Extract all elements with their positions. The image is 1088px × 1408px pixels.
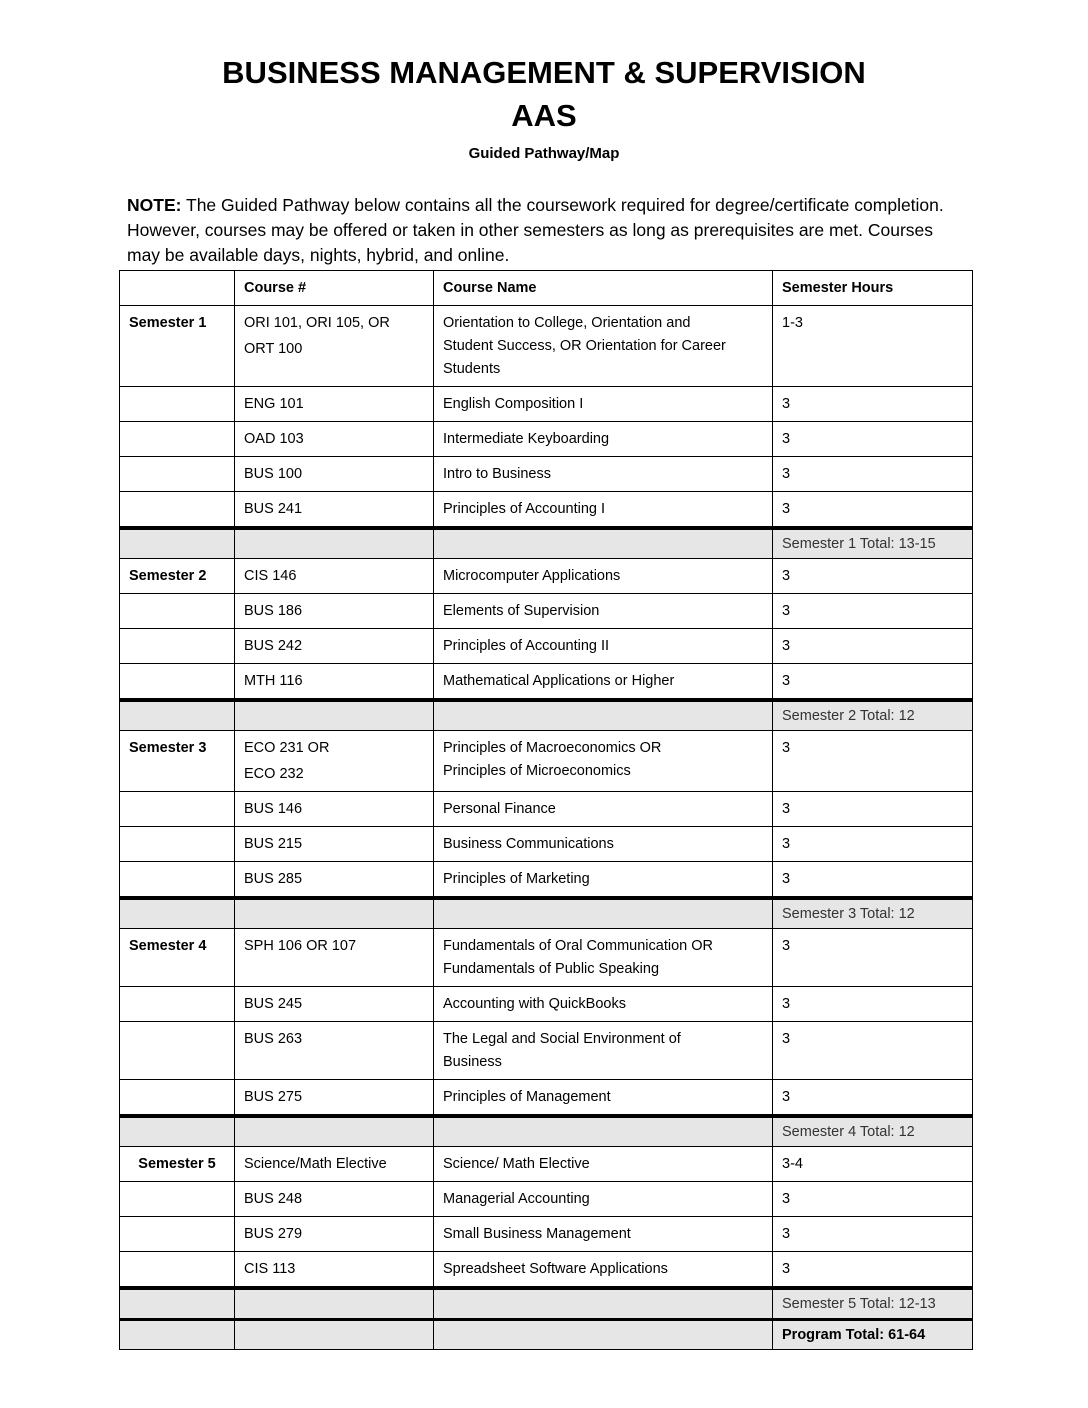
semester-label-cell: Semester 4 — [120, 929, 235, 987]
cell-line: Students — [443, 361, 501, 377]
course-row — [120, 1217, 973, 1252]
cell-line: Principles of Microeconomics — [443, 763, 631, 779]
cell-line: BUS 263 — [244, 1031, 303, 1047]
semester-hours-cell: 3 — [773, 792, 973, 827]
semester-label-cell — [120, 1080, 235, 1117]
course-number-cell — [235, 1147, 434, 1182]
course-row — [120, 1182, 973, 1217]
cell-line: BUS 242 — [244, 638, 303, 654]
course-row — [120, 1022, 973, 1080]
semester-label-cell: Semester 3 — [120, 731, 235, 792]
semester-total-cell: Semester 1 Total: 13-15 — [773, 528, 973, 559]
cell-line: BUS 215 — [244, 836, 303, 852]
course-number-cell — [235, 1080, 434, 1117]
course-row — [120, 987, 973, 1022]
degree-title: AAS — [511, 98, 577, 133]
empty-cell — [235, 1288, 434, 1320]
semester-label-cell: Semester 5 — [120, 1147, 235, 1182]
cell-line: BUS 100 — [244, 466, 303, 482]
cell-line: Principles of Management — [443, 1089, 611, 1105]
cell-line: Principles of Accounting II — [443, 638, 610, 654]
pathway-table — [119, 270, 973, 1350]
course-name-cell — [434, 492, 773, 529]
course-row — [120, 594, 973, 629]
header-cell-semester — [120, 271, 235, 306]
empty-cell — [120, 898, 235, 929]
note-label: NOTE: — [127, 195, 182, 215]
program-total-cell: Program Total: 61-64 — [773, 1320, 973, 1350]
course-row — [120, 792, 973, 827]
semester-total-row — [120, 1116, 973, 1147]
course-number-cell — [235, 792, 434, 827]
course-number-cell — [235, 306, 434, 387]
subtitle: Guided Pathway/Map — [468, 145, 620, 162]
cell-line: Microcomputer Applications — [443, 568, 621, 584]
empty-cell — [235, 898, 434, 929]
course-number-cell — [235, 422, 434, 457]
cell-line: OAD 103 — [244, 431, 304, 447]
empty-cell — [120, 1320, 235, 1350]
empty-cell — [434, 1288, 773, 1320]
cell-line: Business — [443, 1054, 502, 1070]
cell-line: BUS 279 — [244, 1226, 303, 1242]
semester-label-cell: Semester 2 — [120, 559, 235, 594]
cell-line: Elements of Supervision — [443, 603, 600, 619]
semester-total-cell: Semester 5 Total: 12-13 — [773, 1288, 973, 1320]
semester-label-cell — [120, 457, 235, 492]
cell-line: BUS 241 — [244, 501, 303, 517]
program-title: BUSINESS MANAGEMENT & SUPERVISION — [222, 55, 866, 90]
semester-hours-cell: 3 — [773, 1217, 973, 1252]
course-name-cell — [434, 387, 773, 422]
course-name-cell — [434, 987, 773, 1022]
cell-line: CIS 146 — [244, 568, 297, 584]
empty-cell — [120, 528, 235, 559]
semester-hours-cell: 3 — [773, 987, 973, 1022]
empty-cell — [120, 1116, 235, 1147]
semester-hours-cell: 3 — [773, 664, 973, 701]
semester-label-cell — [120, 792, 235, 827]
cell-line: Student Success, OR Orientation for Career — [443, 338, 726, 354]
semester-hours-cell: 3 — [773, 629, 973, 664]
semester-total-cell: Semester 4 Total: 12 — [773, 1116, 973, 1147]
cell-line: English Composition I — [443, 396, 584, 412]
cell-line: ENG 101 — [244, 396, 304, 412]
semester-hours-cell: 3 — [773, 387, 973, 422]
cell-line: BUS 186 — [244, 603, 303, 619]
cell-line: Orientation to College, Orientation and — [443, 315, 691, 331]
cell-line: Principles of Marketing — [443, 871, 590, 887]
course-number-cell — [235, 1182, 434, 1217]
semester-label-cell — [120, 1022, 235, 1080]
empty-cell — [120, 1288, 235, 1320]
semester-hours-cell: 3 — [773, 731, 973, 792]
cell-line: MTH 116 — [244, 673, 303, 689]
course-number-cell — [235, 559, 434, 594]
semester-hours-cell: 3 — [773, 929, 973, 987]
empty-cell — [120, 700, 235, 731]
semester-total-cell: Semester 3 Total: 12 — [773, 898, 973, 929]
cell-line: SPH 106 OR 107 — [244, 938, 357, 954]
semester-label-cell — [120, 862, 235, 899]
cell-line: Intro to Business — [443, 466, 551, 482]
semester-hours-cell: 3-4 — [773, 1147, 973, 1182]
empty-cell — [434, 700, 773, 731]
cell-line: Intermediate Keyboarding — [443, 431, 610, 447]
semester-hours-cell: 3 — [773, 1080, 973, 1117]
course-number-cell — [235, 1252, 434, 1289]
course-row — [120, 664, 973, 701]
course-name-cell — [434, 827, 773, 862]
course-number-cell — [235, 929, 434, 987]
note-text: The Guided Pathway below contains all the coursework required for degree/certificate completion. However, courses may be offered or taken in other semesters as long as prerequisites are met. Courses may be available days, nights, hybrid, and online. — [127, 195, 944, 265]
semester-total-row — [120, 528, 973, 559]
cell-line: Managerial Accounting — [443, 1191, 590, 1207]
cell-line: BUS 275 — [244, 1089, 303, 1105]
header-cell-course-number: Course # — [235, 271, 434, 306]
course-name-cell — [434, 664, 773, 701]
course-number-cell — [235, 1217, 434, 1252]
header-cell-course-name: Course Name — [434, 271, 773, 306]
cell-line: ORT 100 — [244, 341, 303, 357]
course-number-cell — [235, 664, 434, 701]
empty-cell — [434, 1116, 773, 1147]
semester-total-row — [120, 700, 973, 731]
semester-label-cell — [120, 594, 235, 629]
semester-label-cell — [120, 1252, 235, 1289]
cell-line: BUS 248 — [244, 1191, 303, 1207]
course-number-cell — [235, 862, 434, 899]
cell-line: Small Business Management — [443, 1226, 631, 1242]
cell-line: Personal Finance — [443, 801, 556, 817]
cell-line: BUS 285 — [244, 871, 303, 887]
course-name-cell — [434, 422, 773, 457]
course-row — [120, 1080, 973, 1117]
course-row — [120, 629, 973, 664]
cell-line: Mathematical Applications or Higher — [443, 673, 675, 689]
cell-line: Business Communications — [443, 836, 614, 852]
semester-total-row — [120, 1288, 973, 1320]
course-name-cell — [434, 1217, 773, 1252]
course-row — [120, 387, 973, 422]
course-number-cell — [235, 594, 434, 629]
course-row — [120, 929, 973, 987]
semester-label-cell — [120, 1217, 235, 1252]
note-paragraph — [127, 193, 957, 268]
semester-label-cell — [120, 422, 235, 457]
course-name-cell — [434, 1147, 773, 1182]
course-name-cell — [434, 306, 773, 387]
semester-total-row — [120, 898, 973, 929]
empty-cell — [434, 528, 773, 559]
semester-hours-cell: 3 — [773, 1022, 973, 1080]
cell-line: Science/Math Elective — [244, 1156, 387, 1172]
program-total-row — [120, 1320, 973, 1350]
semester-label-cell — [120, 387, 235, 422]
course-row — [120, 492, 973, 529]
cell-line: ECO 232 — [244, 766, 304, 782]
course-row — [120, 827, 973, 862]
semester-hours-cell: 3 — [773, 594, 973, 629]
course-name-cell — [434, 594, 773, 629]
empty-cell — [434, 1320, 773, 1350]
semester-hours-cell: 3 — [773, 457, 973, 492]
semester-hours-cell: 3 — [773, 827, 973, 862]
empty-cell — [434, 898, 773, 929]
course-number-cell — [235, 827, 434, 862]
course-number-cell — [235, 731, 434, 792]
course-number-cell — [235, 492, 434, 529]
course-number-cell — [235, 457, 434, 492]
empty-cell — [235, 700, 434, 731]
cell-line: Accounting with QuickBooks — [443, 996, 626, 1012]
cell-line: ECO 231 OR — [244, 740, 330, 756]
cell-line: Principles of Accounting I — [443, 501, 606, 517]
semester-hours-cell: 1-3 — [773, 306, 973, 387]
semester-label-cell — [120, 492, 235, 529]
course-name-cell — [434, 559, 773, 594]
course-name-cell — [434, 929, 773, 987]
course-number-cell — [235, 987, 434, 1022]
course-row — [120, 1147, 973, 1182]
empty-cell — [235, 1320, 434, 1350]
empty-cell — [235, 528, 434, 559]
course-name-cell — [434, 629, 773, 664]
header-cell-semester-hours: Semester Hours — [773, 271, 973, 306]
course-name-cell — [434, 792, 773, 827]
course-name-cell — [434, 862, 773, 899]
semester-label-cell — [120, 629, 235, 664]
course-number-cell — [235, 387, 434, 422]
cell-line: Fundamentals of Oral Communication OR — [443, 938, 713, 954]
course-row — [120, 559, 973, 594]
semester-label-cell — [120, 987, 235, 1022]
cell-line: Spreadsheet Software Applications — [443, 1261, 668, 1277]
course-row — [120, 306, 973, 387]
cell-line: Principles of Macroeconomics OR — [443, 740, 662, 756]
course-name-cell — [434, 1252, 773, 1289]
header-row — [120, 271, 973, 306]
course-row — [120, 731, 973, 792]
course-row — [120, 862, 973, 899]
cell-line: Science/ Math Elective — [443, 1156, 590, 1172]
cell-line: BUS 146 — [244, 801, 303, 817]
course-number-cell — [235, 629, 434, 664]
semester-label-cell — [120, 827, 235, 862]
semester-hours-cell: 3 — [773, 422, 973, 457]
empty-cell — [235, 1116, 434, 1147]
semester-hours-cell: 3 — [773, 1252, 973, 1289]
cell-line: Fundamentals of Public Speaking — [443, 961, 660, 977]
course-row — [120, 1252, 973, 1289]
course-row — [120, 422, 973, 457]
course-number-cell — [235, 1022, 434, 1080]
semester-hours-cell: 3 — [773, 492, 973, 529]
course-row — [120, 457, 973, 492]
course-name-cell — [434, 731, 773, 792]
semester-label-cell: Semester 1 — [120, 306, 235, 387]
cell-line: ORI 101, ORI 105, OR — [244, 315, 390, 331]
semester-hours-cell: 3 — [773, 559, 973, 594]
semester-label-cell — [120, 664, 235, 701]
course-name-cell — [434, 1022, 773, 1080]
semester-hours-cell: 3 — [773, 862, 973, 899]
semester-hours-cell: 3 — [773, 1182, 973, 1217]
cell-line: CIS 113 — [244, 1261, 296, 1277]
semester-label-cell — [120, 1182, 235, 1217]
course-name-cell — [434, 1080, 773, 1117]
semester-total-cell: Semester 2 Total: 12 — [773, 700, 973, 731]
cell-line: The Legal and Social Environment of — [443, 1031, 681, 1047]
course-name-cell — [434, 1182, 773, 1217]
course-name-cell — [434, 457, 773, 492]
pathway-table-body — [120, 306, 973, 1350]
cell-line: BUS 245 — [244, 996, 303, 1012]
